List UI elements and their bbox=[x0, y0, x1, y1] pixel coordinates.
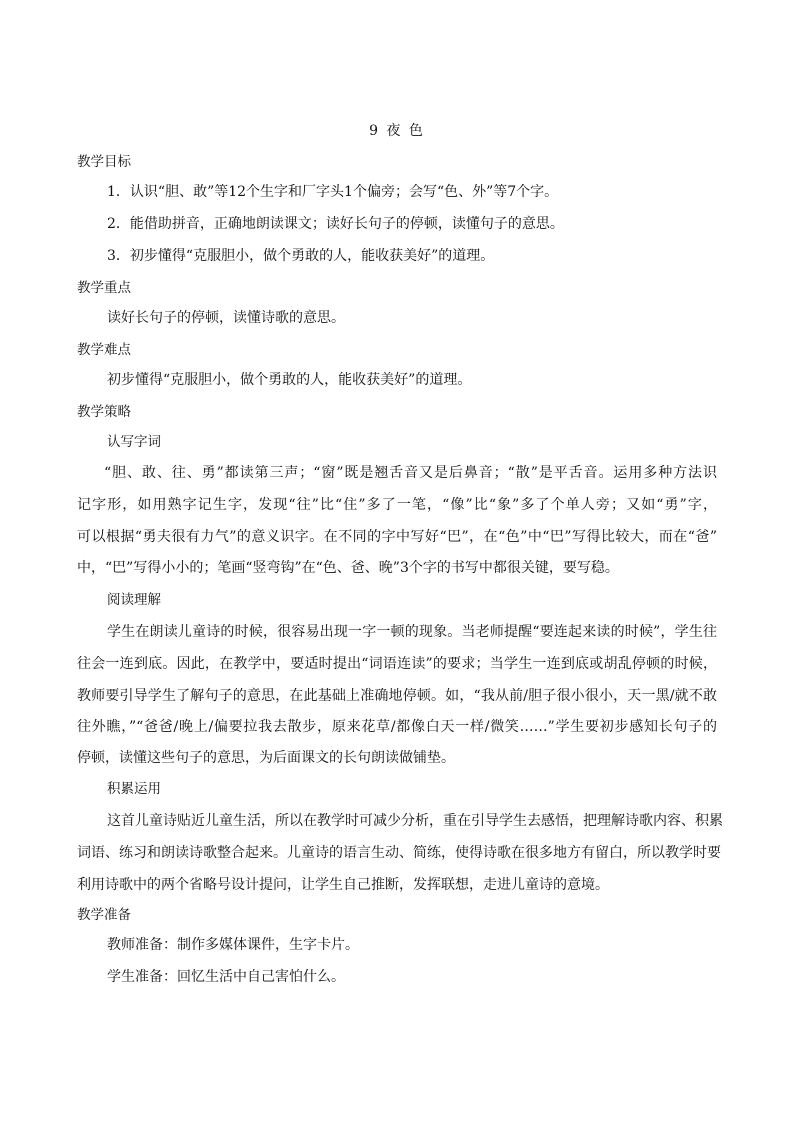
heading-teaching-goals: 教学目标 bbox=[77, 154, 131, 170]
heading-teaching-focus: 教学重点 bbox=[77, 280, 131, 296]
subheading-accumulation: 积累运用 bbox=[107, 781, 161, 797]
heading-teaching-prep: 教学准备 bbox=[77, 907, 131, 923]
reading-line-1: 学生在朗读儿童诗的时候，很容易出现一字一顿的现象。当老师提醒“要连起来读的时候”，学生往 bbox=[107, 624, 717, 640]
goal-item-1: 1．认识“胆、敢”等12个生字和厂字头1个偏旁；会写“色、外”等7个字。 bbox=[107, 184, 559, 200]
reading-line-5: 停顿，读懂这些句子的意思，为后面课文的长句朗读做铺垫。 bbox=[77, 750, 455, 766]
accumulation-line-3: 利用诗歌中的两个省略号设计提问，让学生自己推断，发挥联想，走进儿童诗的意境。 bbox=[77, 877, 609, 893]
focus-text: 读好长句子的停顿，读懂诗歌的意思。 bbox=[107, 310, 345, 326]
lesson-title: 9 夜 色 bbox=[369, 123, 425, 139]
writing-line-3: 可以根据“勇夫很有力气”的意义识字。在不同的字中写好“巴”，在“色”中“巴”写得比较大，而在“爸” bbox=[77, 529, 717, 545]
prep-student: 学生准备：回忆生活中自己害怕什么。 bbox=[107, 969, 345, 985]
writing-line-2: 记字形，如用熟字记生字，发现“往”比“住”多了一笔，“像”比“象”多了个单人旁；又如“勇”字， bbox=[77, 497, 717, 513]
subheading-writing: 认写字词 bbox=[107, 434, 161, 450]
subheading-reading: 阅读理解 bbox=[107, 592, 161, 608]
reading-line-4: 往外瞧，”“爸爸/晚上/偏要拉我去散步，原来花草/都像白天一样/微笑……”学生要初步感知长句子的 bbox=[77, 719, 717, 735]
accumulation-line-1: 这首儿童诗贴近儿童生活，所以在教学时可减少分析，重在引导学生去感悟，把理解诗歌内容、积累 bbox=[107, 813, 723, 829]
reading-line-3: 教师要引导学生了解句子的意思，在此基础上准确地停顿。如，“我从前/胆子很小很小，天一黑/就不敢 bbox=[77, 688, 717, 704]
reading-line-2: 往会一连到底。因此，在教学中，要适时提出“词语连读”的要求；当学生一连到底或胡乱停顿的时候， bbox=[77, 656, 717, 672]
prep-teacher: 教师准备：制作多媒体课件，生字卡片。 bbox=[107, 937, 359, 953]
writing-line-1: “胆、敢、往、勇”都读第三声；“窗”既是翘舌音又是后鼻音；“散”是平舌音。运用多种方法识 bbox=[104, 465, 717, 481]
writing-line-4: 中，“巴”写得小小的；笔画“竖弯钩”在“色、爸、晚”3个字的书写中都很关键，要写稳。 bbox=[77, 560, 619, 576]
heading-teaching-strategy: 教学策略 bbox=[77, 404, 131, 420]
goal-item-3: 3．初步懂得“克服胆小，做个勇敢的人，能收获美好”的道理。 bbox=[107, 248, 495, 264]
goal-item-2: 2．能借助拼音，正确地朗读课文；读好长句子的停顿，读懂句子的意思。 bbox=[107, 216, 564, 232]
heading-teaching-difficulty: 教学难点 bbox=[77, 342, 131, 358]
accumulation-line-2: 词语、练习和朗读诗歌整合起来。儿童诗的语言生动、简练，使得诗歌在很多地方有留白，所以教学时要 bbox=[77, 845, 721, 861]
difficulty-text: 初步懂得“克服胆小，做个勇敢的人，能收获美好”的道理。 bbox=[107, 372, 472, 388]
